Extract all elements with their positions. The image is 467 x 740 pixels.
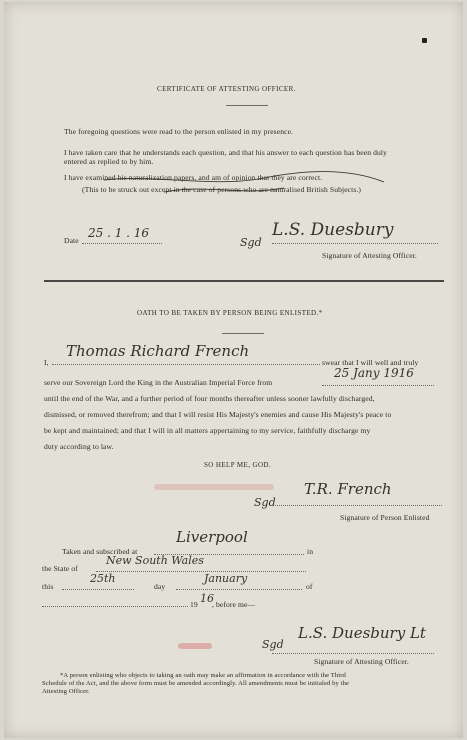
state-label: the State of <box>42 564 78 573</box>
footnote-line3: Attesting Officer. <box>42 688 90 695</box>
month-line <box>176 589 302 590</box>
certificate-line3: I have examined his naturalization papers, and am of opinion that they are correct. <box>64 173 323 182</box>
state-line <box>96 571 306 572</box>
oath-line4: dismissed, or removed therefrom; and that I will resist His Majesty's enemies and cause His Majesty's peace to <box>44 410 392 419</box>
enlistee-signature-line <box>272 505 442 506</box>
oath-title: OATH TO BE TAKEN BY PERSON BEING ENLISTED.* <box>137 309 323 317</box>
oath-line2: serve our Sovereign Lord the King in the Australian Imperial Force from <box>44 378 273 387</box>
day-value: 25th <box>90 572 116 585</box>
officer-sgd: Sgd <box>262 638 284 651</box>
certificate-signature: L.S. Duesbury <box>272 220 394 240</box>
oath-line5: be kept and maintained; and that I will in all matters appertaining to my service, faithfully discharge my <box>44 426 371 435</box>
footnote-line1: *A person enlisting who objects to taking an oath may make an affirmation in accordance with the Third <box>60 672 346 679</box>
certificate-line4: (This to be struck out except in the case of persons who are naturalised British Subjects.) <box>82 185 362 194</box>
footnote-line2: Schedule of the Act, and the above form must be amended accordingly. All amendments must be initialed by the <box>42 680 350 687</box>
certificate-line2b: entered as replied to by him. <box>64 157 154 166</box>
oath-line3: until the end of the War, and a further period of four months thereafter unless sooner lawfully discharged, <box>44 394 375 403</box>
name-line <box>52 364 320 365</box>
officer-signature-caption: Signature of Attesting Officer. <box>314 657 409 666</box>
date-label: Date <box>64 236 79 245</box>
certificate-line1: The foregoing questions were read to the person enlisted in my presence. <box>64 127 294 136</box>
ink-mark <box>422 38 427 43</box>
state-value: New South Wales <box>106 554 204 567</box>
section-divider <box>44 280 444 282</box>
oath-swear: swear that I will well and truly <box>322 358 419 367</box>
enlistee-signature-caption: Signature of Person Enlisted <box>340 513 430 522</box>
red-stamp-mark <box>154 484 274 490</box>
oath-i-label: I, <box>44 358 49 367</box>
enlistee-signature: T.R. French <box>304 480 392 498</box>
certificate-signature-caption: Signature of Attesting Officer. <box>322 251 417 260</box>
day-label: day <box>154 582 166 591</box>
oath-title-underline <box>222 333 264 334</box>
taken-label: Taken and subscribed at <box>62 547 138 556</box>
certificate-line2a: I have taken care that he understands each question, and that his answer to each question has been duly <box>64 148 388 157</box>
year-value: 16 <box>200 592 214 605</box>
this-label: this <box>42 582 54 591</box>
officer-signature: L.S. Duesbury Lt <box>298 624 426 642</box>
attestation-page <box>4 2 463 738</box>
oath-closing: SO HELP ME, GOD. <box>204 461 272 469</box>
officer-signature-line <box>272 653 434 654</box>
in-label: in <box>307 547 314 556</box>
service-from-date: 25 Jany 1916 <box>334 366 414 380</box>
certificate-title: CERTIFICATE OF ATTESTING OFFICER. <box>157 85 296 93</box>
date-value: 25 . 1 . 16 <box>88 226 150 240</box>
oath-sgd: Sgd <box>254 496 276 509</box>
of-label: of <box>306 582 313 591</box>
certificate-signature-line <box>272 243 438 244</box>
date-line <box>82 243 162 244</box>
month-value: January <box>204 572 248 585</box>
oath-line6: duty according to law. <box>44 442 114 451</box>
year-prefix: 19 <box>190 600 198 609</box>
red-mark <box>178 643 212 649</box>
year-lead-line <box>42 606 188 607</box>
strike-scribble <box>94 162 394 202</box>
enlistee-name: Thomas Richard French <box>66 342 250 360</box>
from-line <box>322 385 434 386</box>
day-line <box>62 589 134 590</box>
place-value: Liverpool <box>176 528 248 546</box>
title-underline <box>226 105 268 106</box>
certificate-sgd: Sgd <box>240 236 262 249</box>
before-label: , before me— <box>212 600 256 609</box>
